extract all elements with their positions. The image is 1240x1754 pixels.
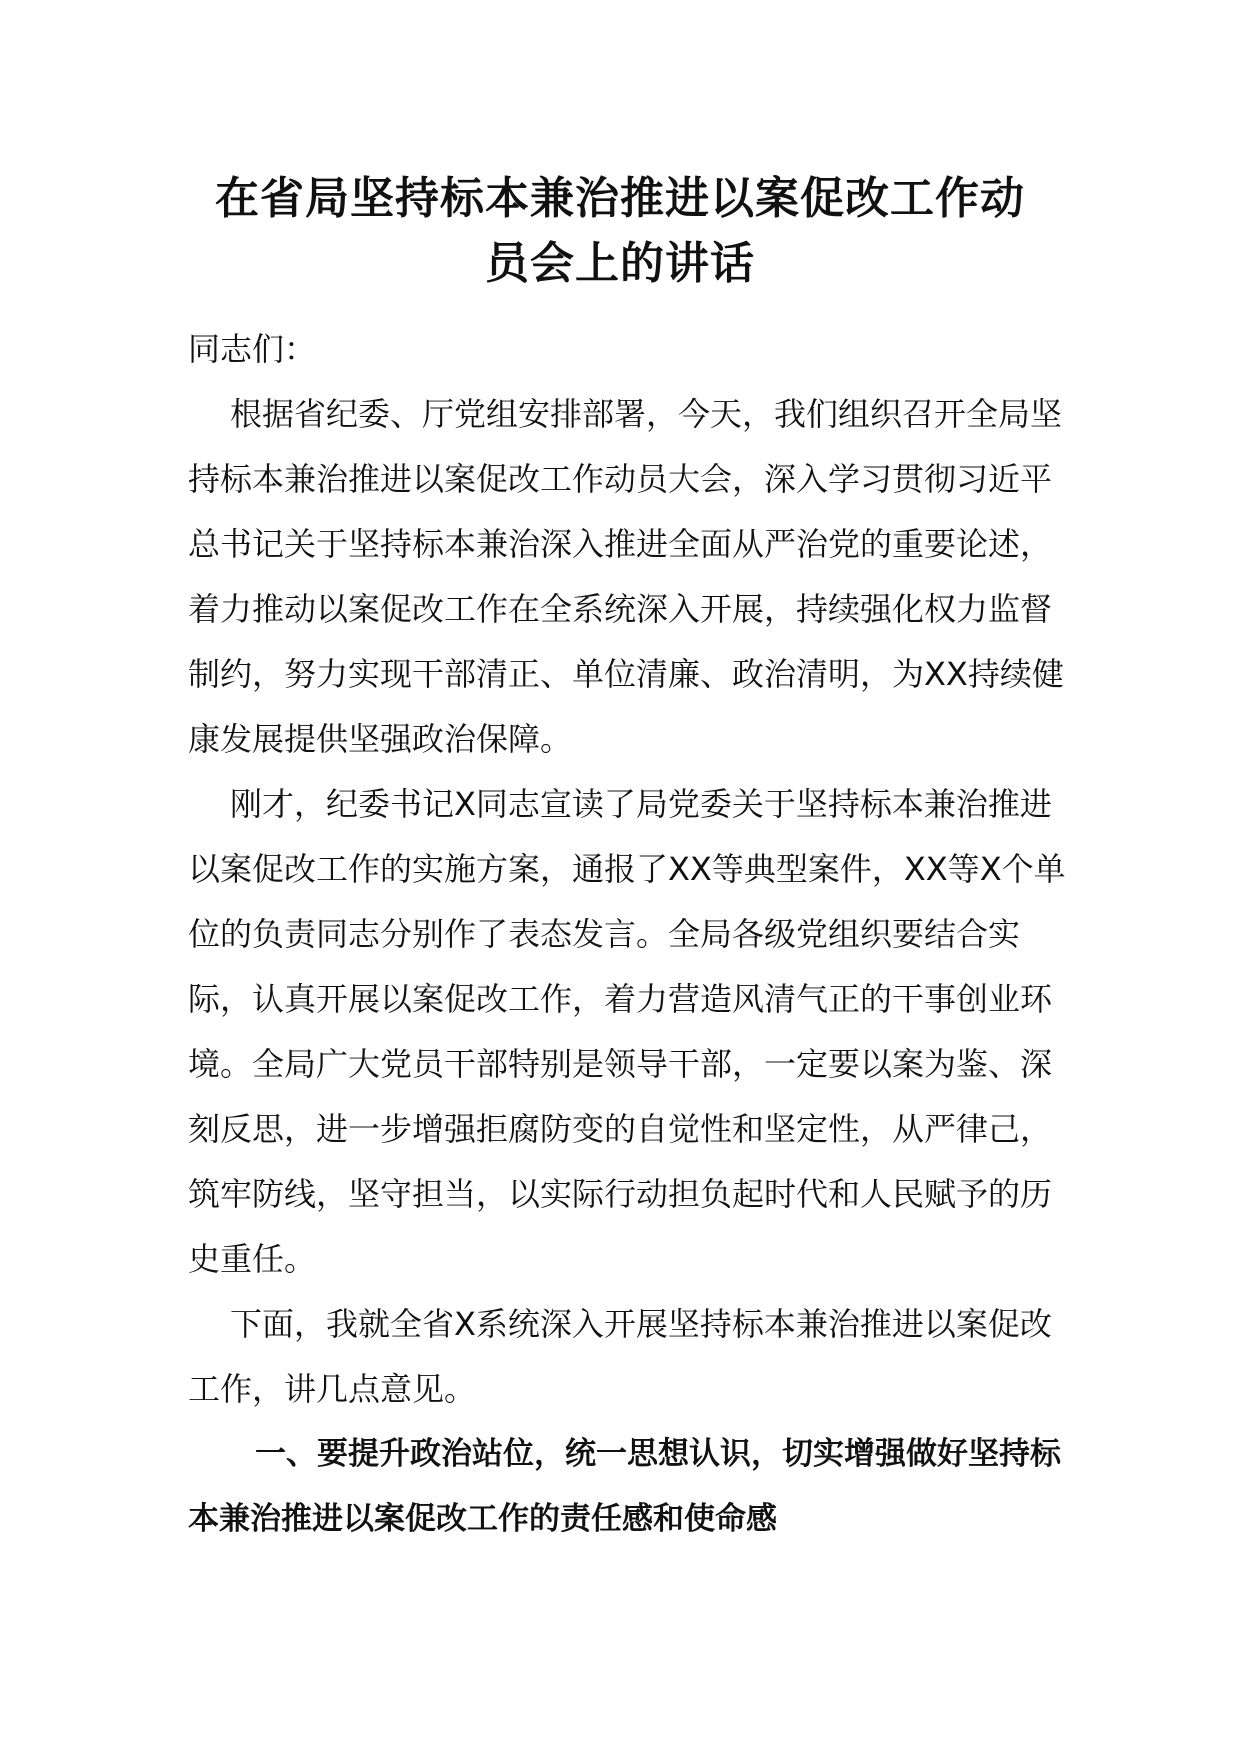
document-title bbox=[150, 166, 1090, 296]
paragraph-2: 刚才，纪委书记X同志宣读了局党委关于坚持标本兼治推进以案促改工作的实施方案，通报了XX等典型案件，XX等X个单位的负责同志分别作了表态发言。全局各级党组织要结合实际，认真开展以案促改工作，着力营造风清气正的干事创业环境。全局广大党员干部特别是领导干部，一定要以案为鉴、深刻反思，进一步增强拒腐防变的自觉性和坚定性，从严律己，筑牢防线，坚守担当，以实际行动担负起时代和人民赋予的历史重任。 bbox=[188, 785, 1066, 1278]
document-body bbox=[188, 317, 1068, 1552]
title-line-1: 在省局坚持标本兼治推进以案促改工作动 bbox=[215, 173, 1025, 224]
paragraph-3: 下面，我就全省X系统深入开展坚持标本兼治推进以案促改工作，讲几点意见。 bbox=[188, 1305, 1052, 1408]
section-heading-1: 一、要提升政治站位，统一思想认识，切实增强做好坚持标本兼治推进以案促改工作的责任感和使命感 bbox=[188, 1436, 1061, 1537]
salutation: 同志们： bbox=[188, 330, 317, 368]
title-line-2: 员会上的讲话 bbox=[485, 238, 755, 289]
paragraph-1: 根据省纪委、厅党组安排部署，今天，我们组织召开全局坚持标本兼治推进以案促改工作动员大会，深入学习贯彻习近平总书记关于坚持标本兼治深入推进全面从严治党的重要论述，着力推动以案促改工作在全系统深入开展，持续强化权力监督制约，努力实现干部清正、单位清廉、政治清明，为XX持续健康发展提供坚强政治保障。 bbox=[188, 395, 1064, 758]
